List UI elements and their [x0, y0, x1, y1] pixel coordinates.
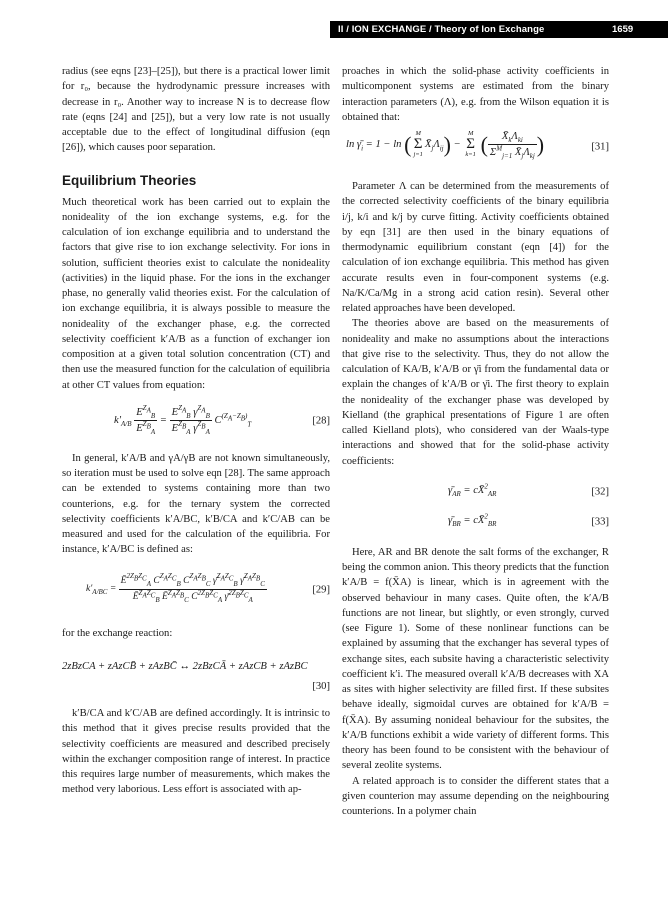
paragraph: The theories above are based on the measurements of nonideality and make no assumptions about the interactions that give rise to the selectivity. Thus, they do not allow the calculation of KA/B, k′A/B or γ̄i from the fundamental data or explain the changes of k′A/B or γ̄i. The first theory to explain the nonideality of the exchanger phase was developed by Kielland (the graphical presentations of Figure 1 are often called Kielland plots), who considered van der Waals-type interactions and showed that for the solid-phase activity coefficients:: [342, 318, 609, 467]
equation-number: [29]: [312, 583, 330, 595]
equation-number: [33]: [591, 516, 609, 528]
paragraph: A related approach is to consider the different states that a given counterion may assume depending on the neighbouring counterions. In a polymer chain: [342, 775, 609, 817]
equation-number: [32]: [591, 486, 609, 498]
paragraph: k′B/CA and k′C/AB are defined accordingly. It is intrinsic to this method that it gives precise results provided that the selectivity coefficients are measured and described precisely within the exchanger composition range of interest. In practice this requires large number of measurements, which makes the method very laborious. Less effort is associated with ap-: [62, 708, 330, 796]
equation-31: $\ln \gammā_i = 1 - \ln$ ( M Σ j=1 $X̄_j\Lambda_{ij}$) − M Σ k=1 ( $\frac{X̄_k\Lambda_{ki}}{\Sigma^M_{j=1} X̄_j\Lambda_{kj}}$ ) [31]: [346, 130, 609, 161]
section-heading: Equilibrium Theories: [62, 172, 197, 188]
right-column: [342, 64, 609, 819]
paragraph: proaches in which the solid-phase activity coefficients in multicomponent systems are estimated from the binary interaction parameters (Λ), e.g. from the Wilson equation it is obtained that:: [342, 66, 609, 123]
left-column: [62, 64, 330, 798]
equation-32: $\gammā_{AR}$ = cX̄$^2_{AR}$ [32]: [448, 482, 609, 498]
equation-28: $k'_{A/B}$ $\frac{E^{Z_A}_B}{E^{Z_B}_A}$ = $\frac{E^{Z_A}_B \gamma^{Z_A}_B}{E^{Z_B}_A \gamma^{Z_B}_A}$ $C^{(Z_A-Z_B)}_T$ [28]: [114, 404, 330, 437]
paragraph: for the exchange reaction:: [62, 627, 173, 639]
page-number: 1659: [612, 24, 634, 35]
equation-29: $k'_{A/BC}$ = $\frac{Ē^{2Z_BZ_C}_A C^{Z_AZ_C}_B C^{Z_AZ_B}_C \gammā^{Z_AZ_C}_B \gammā^{Z_AZ_B}_C}{Ē^{Z_AZ_C}_B Ē^{Z_AZ_B}_C C^{2Z_BZ_C}_A \gammā^{2Z_BZ_C}_A}$ [29]: [86, 572, 330, 604]
equation-number: [28]: [312, 415, 330, 427]
paragraph: Here, AR and BR denote the salt forms of the exchanger, R being the common anion. This theory predicts that the function k′A/B = f(X̄A) is linear, which is in agreement with the observed behaviour in many cases. Quite often, the k′A/B functions are not linear, but slightly, or even strongly, curved (see Figure 1). Some of these nonlinear functions can be explained by assuming that the exchanger has several types of exchange sites, each subsite having a characteristic selectivity coefficient k′i. The measured overall k′A/B decreases with XA as sites with higher selectivity are filled first. If these subsites behave ideally, sigmoidal curves are obtained for k′A/B = f(X̄A). By assuming nonideal behaviour for the subsites, the k′A/B functions exhibit a wide variety of different forms. This theory has been found to be consistent with the behaviour of several zeolite systems.: [342, 546, 609, 772]
paragraph: In general, k′A/B and γA/γB are not known simultaneously, so iteration must be used to solve eqn [28]. The same approach can be extended to systems containing more than two counterions, e.g. for the ternary system the corrected selectivity coefficients k′A/BC, k′B/CA and k′C/AB can be measured and used for the calculation of the equilibria. For instance, k′A/BC is defined as:: [62, 452, 330, 556]
equation-33: $\gammā_{BR}$ = cX̄$^2_{BR}$ [33]: [448, 512, 609, 528]
equation-30-text: 2zBzCA + zAzCB̄ + zAzBC̄ ↔ 2zBzCĀ + zAzCB + zAzBC: [62, 660, 308, 672]
paragraph: Much theoretical work has been carried out to explain the nonideality of the ion exchange systems, e.g. for the calculation of ion exchange equilibria and to understand the factors that give rise to ion exchange selectivity. For ions in solution, sufficient theories exist to calculate the nonideality (activities) in the liquid phase. For the ions in the exchanger phase, no generally valid theories exist. For the calculation of ion exchange equilibria, it is always possible to measure the nonideality of the exchanger phase, e.g. the corrected selectivity coefficient k′A/B as a function of exchanger ion composition at a given total solution concentration (CT) and then use the measured function for the calculation of equilibria at other CT values from equation:: [62, 196, 330, 391]
equation-number: [31]: [591, 141, 609, 153]
intro-paragraph: radius (see eqns [23]–[25]), but there is a practical lower limit for r₀, because the hydrodynamic pressure increases with decrease in r₀. Another way to increase N is to decrease flow rate (eqns [24] and [25]), but a very low rate is not usually acceptable due to the effect of longitudinal diffusion (eqn [26]), which causes poor separation.: [62, 66, 330, 154]
paragraph: Parameter Λ can be determined from the measurements of the corrected selectivity coefficients of the binary equilibria i/j, k/i and k/j by curve fitting. Activity coefficients obtained by eqn [31] are then used in the binary equations of thermodynamic equilibrium constant (eqn [4]) for the calculation of ion exchange equilibria. This method has given accurate results even in four-component systems (e.g. Na/K/Ca/Mg in a strong acid cation resin). Several other related approaches have been developed.: [342, 181, 609, 314]
equation-30: [62, 659, 330, 679]
equation-number: [30]: [312, 680, 330, 692]
running-title: II / ION EXCHANGE / Theory of Ion Exchange: [338, 24, 545, 35]
